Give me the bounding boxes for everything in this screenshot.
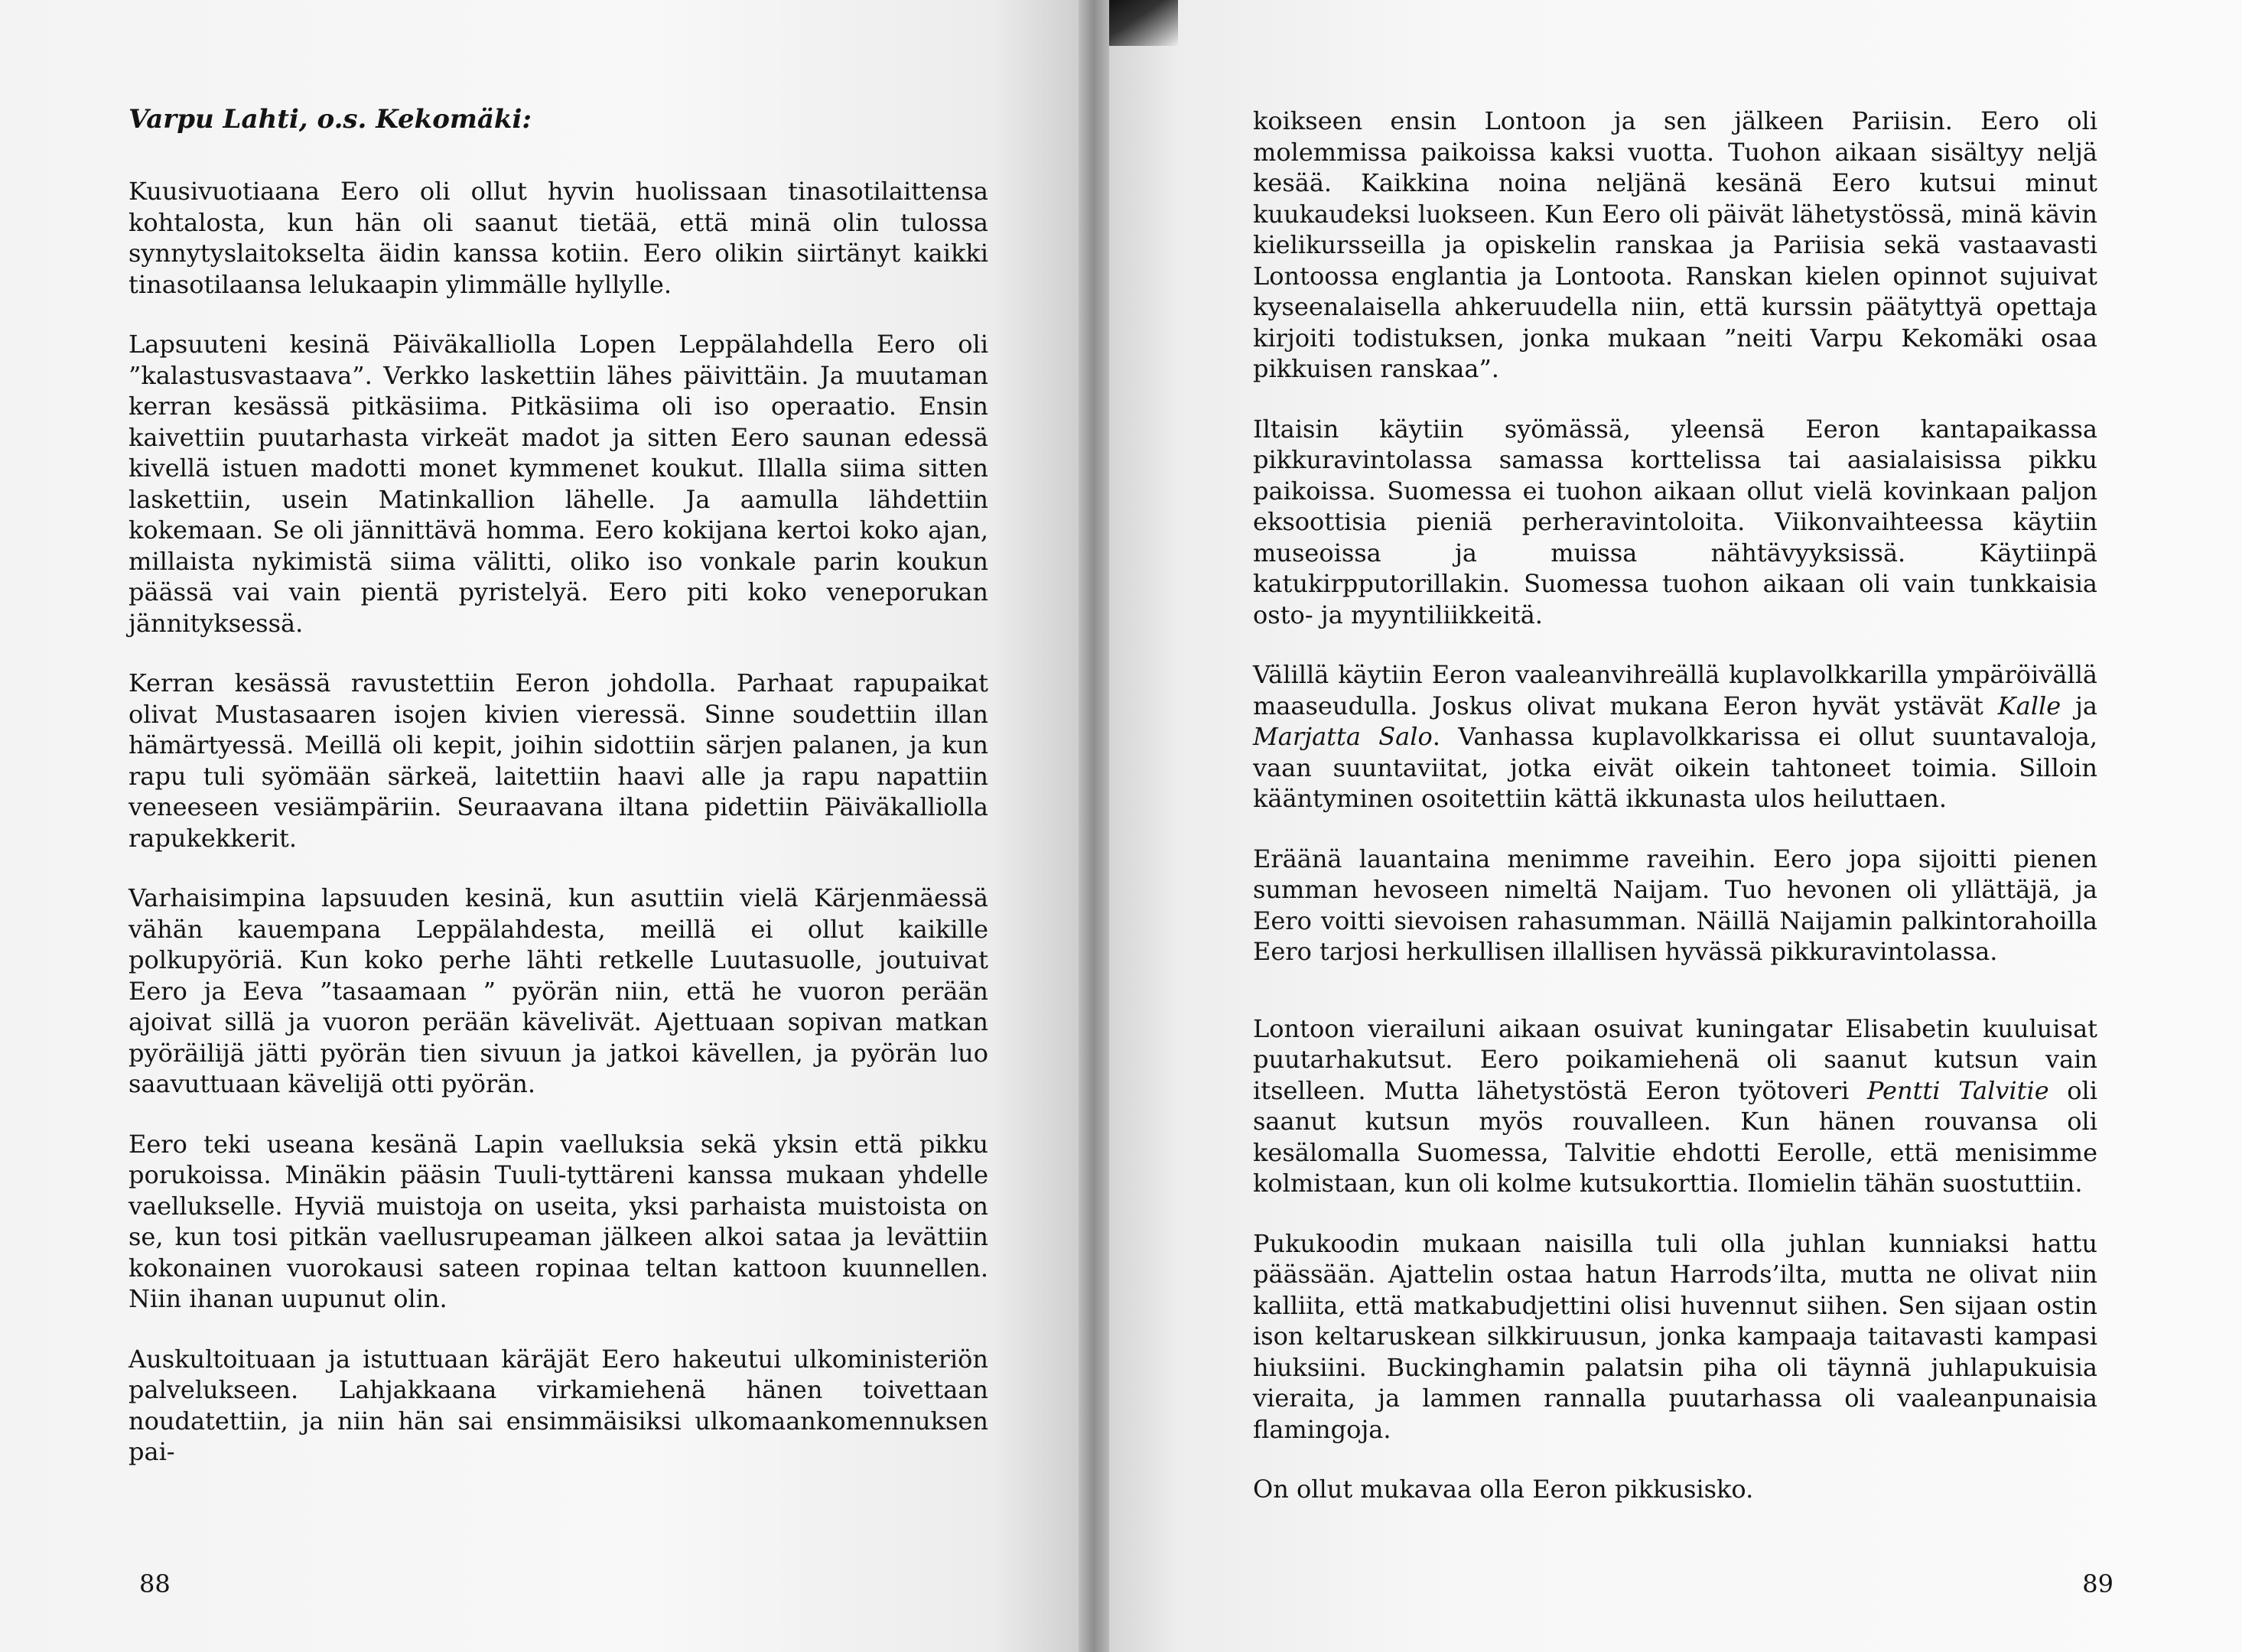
page-number-right: 89 bbox=[2082, 1569, 2113, 1598]
paragraph: Eräänä lauantaina menimme raveihin. Eero jopa sijoitti pienen summan hevoseen nimeltä Naijam. Tuo hevonen oli yllättäjä, ja Eero voitti sievoisen rahasumman. Näillä Naijamin palkintorahoilla Eero tarjosi herkullisen illallisen hyvässä pikkuravintolassa. bbox=[1253, 844, 2097, 966]
person-name: Kalle bbox=[1997, 691, 2061, 720]
paragraph: Lapsuuteni kesinä Päiväkalliolla Lopen Leppälahdella Eero oli ”kalastusvastaava”. Verkko laskettiin lähes päivittäin. Ja muutaman kerran kesässä pitkäsiima. Pitkäsiima oli iso operaatio. Ensin kaivettiin puutarhasta virkeät madot ja sitten Eero saunan edessä kivellä istuen madotti monet kymmenet koukut. Illalla siima sitten laskettiin, usein Matinkallion lähelle. Ja aamulla lähdettiin kokemaan. Se oli jännittävä homma. Eero kokijana kertoi koko ajan, millaista nykimistä siima välitti, oliko iso vonkale parin koukun päässä vai vain pientä pyristelyä. Eero piti koko veneporukan jännityksessä. bbox=[129, 330, 988, 638]
paragraph: Pukukoodin mukaan naisilla tuli olla juhlan kunniaksi hattu päässään. Ajattelin ostaa hatun Harrods’ilta, mutta ne olivat niin kalliita, että matkabudjettini olisi huvennut siihen. Sen sijaan ostin ison keltaruskean silkkiruusun, jonka kampaaja taitavasti kampasi hiuksiini. Buckinghamin palatsin piha oli täynnä juhlapukuisia vieraita, ja lammen rannalla puutarhassa oli vaaleanpunaisia flamingoja. bbox=[1253, 1228, 2097, 1444]
scan-corner-shadow bbox=[1109, 0, 1178, 46]
right-body bbox=[1253, 106, 2097, 1534]
left-body bbox=[129, 176, 988, 1497]
left-page bbox=[0, 0, 1079, 1652]
person-name: Marjatta Salo bbox=[1253, 722, 1433, 751]
book-gutter bbox=[1079, 0, 1109, 1652]
paragraph bbox=[1253, 659, 2097, 815]
paragraph bbox=[1253, 1013, 2097, 1199]
text-run: . Vanhassa kuplavolkkarissa ei ollut suuntavaloja, vaan suuntaviitat, jotka eivät oikein tahtoneet toimia. Silloin kääntyminen osoitettiin kättä ikkunasta ulos heiluttaen. bbox=[1253, 722, 2098, 813]
person-name: Pentti Talvitie bbox=[1866, 1075, 2049, 1105]
page-number-left: 88 bbox=[139, 1569, 171, 1598]
right-page bbox=[1109, 0, 2242, 1652]
paragraph: Varhaisimpina lapsuuden kesinä, kun asuttiin vielä Kärjenmäessä vähän kauempana Leppälahdesta, meillä ei ollut kaikille polkupyöriä. Kun koko perhe lähti retkelle Luutasuolle, joutuivat Eero ja Eeva ”tasaamaan ” pyörän niin, että he vuoron perään ajoivat sillä ja vuoron perään kävelivät. Ajettuaan sopivan matkan pyöräilijä jätti pyörän tien sivuun ja jatkoi kävellen, ja pyörän luo saavuttuaan kävelijä otti pyörän. bbox=[129, 883, 988, 1098]
text-run: Välillä käytiin Eeron vaaleanvihreällä kuplavolkkarilla ympäröivällä maaseudulla. Joskus olivat mukana Eeron hyvät ystävät bbox=[1253, 660, 2097, 720]
text-run: Lontoon vierailuni aikaan osuivat kuningatar Elisabetin kuuluisat puutarhakutsut. Eero poikamiehenä oli saanut kutsun vain itselleen. Mutta lähetystöstä Eeron työtoveri bbox=[1253, 1013, 2097, 1105]
paragraph: Kuusivuotiaana Eero oli ollut hyvin huolissaan tinasotilaittensa kohtalosta, kun hän oli saanut tietää, että minä olin tulossa synnytyslaitokselta äidin kanssa kotiin. Eero olikin siirtänyt kaikki tinasotilaansa lelukaapin ylimmälle hyllylle. bbox=[129, 177, 988, 299]
paragraph: Eero teki useana kesänä Lapin vaelluksia sekä yksin että pikku porukoissa. Minäkin pääsin Tuuli-tyttäreni kanssa mukaan yhdelle vaellukselle. Hyviä muistoja on useita, yksi parhaista muistoista on se, kun tosi pitkän vaellusrupeaman jälkeen alkoi sataa ja levättiin kokonainen vuorokausi sateen ropinaa teltan kattoon kuunnellen. Niin ihanan uupunut olin. bbox=[129, 1129, 988, 1313]
paragraph: Kerran kesässä ravustettiin Eeron johdolla. Parhaat rapupaikat olivat Mustasaaren isojen kivien vieressä. Sinne soudettiin illan hämärtyessä. Meillä oli kepit, joihin sidottiin särjen palanen, ja kun rapu tuli syömään särkeä, laitettiin haavi alle ja rapu napattiin veneeseen vesiämpäriin. Seuraavana iltana pidettiin Päiväkalliolla rapukekkerit. bbox=[129, 668, 988, 853]
paragraph: Auskultoituaan ja istuttuaan käräjät Eero hakeutui ulkoministeriön palvelukseen. Lahjakkaana virkamiehenä hänen toivettaan noudatettiin, ja niin hän sai ensimmäisiksi ulkomaankomennuksen pai- bbox=[129, 1344, 988, 1466]
text-run: ja bbox=[2061, 691, 2098, 720]
paragraph: On ollut mukavaa olla Eeron pikkusisko. bbox=[1253, 1475, 1754, 1504]
paragraph: koikseen ensin Lontoon ja sen jälkeen Pariisin. Eero oli molemmissa paikoissa kaksi vuotta. Tuohon aikaan sisältyy neljä kesää. Kaikkina noina neljänä kesänä Eero kutsui minut kuukaudeksi luokseen. Kun Eero oli päivät lähetystössä, minä kävin kielikursseilla ja opiskelin ranskaa ja Pariisia sekä vastaavasti Lontoossa englantia ja Lontoota. Ranskan kielen opinnot sujuivat kyseenalaisella ahkeruudella niin, että kurssin päätyttyä opettaja kirjoiti todistuksen, jonka mukaan ”neiti Varpu Kekomäki osaa pikkuisen ranskaa”. bbox=[1253, 106, 2097, 383]
paragraph: Iltaisin käytiin syömässä, yleensä Eeron kantapaikassa pikkuravintolassa samassa korttelissa tai aasialaisissa pikku paikoissa. Suomessa ei tuohon aikaan ollut vielä kovinkaan paljon eksoottisia pieniä perheravintoloita. Viikonvaihteessa käytiin museoissa ja muissa nähtävyyksissä. Käytiinpä katukirpputorillakin. Suomessa tuohon aikaan oli vain tunkkaisia osto- ja myyntiliikkeitä. bbox=[1253, 414, 2097, 629]
author-heading: Varpu Lahti, o.s. Kekomäki: bbox=[129, 104, 532, 135]
text-run: oli saanut kutsun myös rouvalleen. Kun hänen rouvansa oli kesälomalla Suomessa, Talvitie ehdotti Eerolle, että menisimme kolmistaan, kun oli kolme kutsukorttia. Ilomielin tähän suostuttiin. bbox=[1253, 1075, 2098, 1198]
